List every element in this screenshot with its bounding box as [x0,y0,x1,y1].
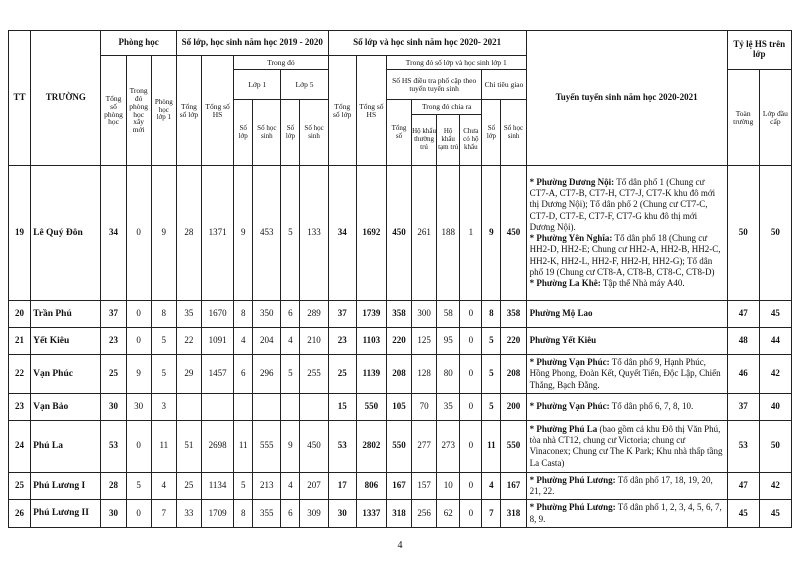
area-segment [530,502,724,525]
cell-truong: Phú La [31,420,101,472]
area-detail: Tổ dân phố 1, 2, 3, 4, 5, 6, 7, 8, 9. [529,502,722,524]
cell-tt: 24 [9,420,31,472]
cell-ct-lop: 5 [482,393,501,420]
cell-lop-2021: 23 [328,328,356,355]
cell-phong: 53 [101,420,126,472]
cell-truong: Lê Quý Đôn [31,166,101,301]
cell-l5-lop: 4 [281,328,300,355]
cell-ct-hs: 200 [501,393,526,420]
cell-ct-lop: 5 [482,355,501,394]
cell-l1-lop: 11 [234,420,253,472]
header-so-lop-ct: Số lớp [482,100,501,166]
cell-dt-tt: 70 [412,393,437,420]
cell-lop-1920: 51 [176,420,201,472]
area-detail: Tổ dân phố 9, Hạnh Phúc, Hồng Phong, Đoàn Kết, Quyết Tiến, Độc Lập, Chiến Thắng, Bạch Đằng. [529,357,721,390]
header-truong: TRƯỜNG [31,31,101,166]
cell-lop-2021: 15 [328,393,356,420]
area-detail: Tổ dân phố 18 (Chung cư HH2-D, HH2-E; Chung cư HH2-A, HH2-B, HH2-C, HH2-K, HH2-L, HH2-F, HH2-H, HH2-G); Tổ dân phố 19 (Chung cư CT8-A, CT8-B, CT8-C, CT8-D) [529,233,721,277]
cell-l1-hs: 453 [253,166,281,301]
cell-l1-lop: 6 [234,355,253,394]
cell-tuyen-sinh [526,328,727,355]
cell-dt-tamtru: 62 [437,500,460,528]
cell-tuyen-sinh [526,420,727,472]
cell-lop-1920: 33 [176,500,201,528]
cell-l1-hs: 296 [253,355,281,394]
cell-l5-hs: 309 [300,500,328,528]
cell-dt-tt: 300 [412,301,437,328]
cell-l1-lop: 5 [234,472,253,500]
header-tong-so-lop-2020: Tổng số lớp [328,56,356,166]
cell-xay-moi: 0 [126,301,151,328]
cell-ct-hs: 208 [501,355,526,394]
cell-l1-lop: 9 [234,166,253,301]
cell-dt-tt: 256 [412,500,437,528]
cell-l5-lop: 5 [281,355,300,394]
cell-xay-moi: 0 [126,500,151,528]
cell-dt-tt: 128 [412,355,437,394]
header-tuyen-tuyen-sinh: Tuyến tuyển sinh năm học 2020-2021 [526,31,727,166]
area-segment [530,177,724,233]
cell-dt-chua: 1 [460,166,482,301]
cell-ct-lop: 7 [482,500,501,528]
cell-dt-tamtru: 273 [437,420,460,472]
header-lop-1: Lớp 1 [234,70,281,100]
cell-dt-chua: 0 [460,301,482,328]
header-so-hs-dieu-tra: Số HS điều tra phổ cập theo tuyến tuyển sinh [386,70,481,100]
area-ward: * Phường Phú Lương: [529,474,616,485]
table-row [9,355,792,394]
cell-phong: 37 [101,301,126,328]
cell-dt-chua: 0 [460,328,482,355]
cell-tl-dau: 44 [759,328,791,355]
cell-hs-2021: 1337 [356,500,386,528]
cell-dt-tong: 318 [386,500,411,528]
cell-l5-hs: 207 [300,472,328,500]
cell-ct-lop: 4 [482,472,501,500]
cell-tl-dau: 40 [759,393,791,420]
cell-ct-lop: 11 [482,420,501,472]
header-trong-do-chia-ra-group [412,100,482,166]
cell-xay-moi: 9 [126,355,151,394]
cell-tl-toan: 37 [727,393,759,420]
cell-lop-1920: 25 [176,472,201,500]
area-ward: * Phường Phú Lương: [529,502,616,513]
cell-dt-chua: 0 [460,420,482,472]
cell-l5-hs: 255 [300,355,328,394]
cell-l5-hs: 289 [300,301,328,328]
table-row [9,301,792,328]
cell-dt-chua: 0 [460,393,482,420]
header-phong-xay-moi: Trong đó phòng học xây mới [126,56,151,166]
header-tam-tru: Hộ khẩu tạm trú [437,115,460,165]
area-segment [530,278,724,289]
cell-ct-lop: 5 [482,328,501,355]
cell-tl-dau: 45 [759,301,791,328]
header-tt: TT [9,31,31,166]
cell-dt-tamtru: 80 [437,355,460,394]
cell-phong: 30 [101,393,126,420]
cell-hs-1920: 1457 [201,355,233,394]
cell-phong: 28 [101,472,126,500]
cell-ct-hs: 450 [501,166,526,301]
header-nam-hoc-2019: Số lớp, học sinh năm học 2019 - 2020 [176,31,328,56]
cell-tuyen-sinh [526,355,727,394]
cell-dt-chua: 0 [460,472,482,500]
area-segment [530,401,724,412]
area-detail: (bao gồm cả khu Đô thị Văn Phú, tòa nhà CT12, chung cư Victoria; chung cư Vinaconex; Chung cư The K Park; Khu nhà thấp tầng La Casta) [529,423,723,468]
cell-dt-tong: 550 [386,420,411,472]
area-detail: Tổ dân phố 17, 18, 19, 20, 21, 22. [529,474,713,496]
cell-hs-1920: 1134 [201,472,233,500]
cell-truong: Vạn Bảo [31,393,101,420]
cell-l5-lop: 9 [281,420,300,472]
table-row [9,393,792,420]
cell-l5-lop: 6 [281,301,300,328]
cell-ct-hs: 550 [501,420,526,472]
cell-tt: 22 [9,355,31,394]
cell-hs-2021: 1139 [356,355,386,394]
cell-phong: 30 [101,500,126,528]
cell-tl-toan: 48 [727,328,759,355]
cell-l5-hs: 450 [300,420,328,472]
cell-ct-hs: 318 [501,500,526,528]
cell-lop-1920: 29 [176,355,201,394]
cell-l1-lop: 8 [234,301,253,328]
cell-l5-hs: 133 [300,166,328,301]
cell-phong: 34 [101,166,126,301]
cell-tuyen-sinh [526,166,727,301]
header-so-hs-l5: Số học sinh [300,100,328,166]
table-body [9,166,792,528]
header-tong-so-hs-2020: Tổng số HS [356,56,386,166]
cell-truong: Trần Phú [31,301,101,328]
cell-hs-1920: 1091 [201,328,233,355]
cell-dt-chua: 0 [460,355,482,394]
page-number: 4 [397,540,403,551]
header-trong-do-lop-1: Trong đó số lớp và học sinh lớp 1 [386,56,526,70]
cell-phong-l1: 11 [151,420,176,472]
cell-phong-l1: 5 [151,328,176,355]
header-chi-tieu-giao: Chỉ tiêu giao [482,70,526,100]
cell-dt-tamtru: 188 [437,166,460,301]
cell-l5-lop: 4 [281,472,300,500]
area-ward: * Phường La Khê: [529,278,601,288]
cell-xay-moi: 5 [126,472,151,500]
cell-lop-1920: 22 [176,328,201,355]
cell-l5-lop: 6 [281,500,300,528]
cell-hs-1920: 2698 [201,420,233,472]
header-phong-hoc: Phòng học [101,31,176,56]
cell-truong: Phú Lương II [31,500,101,528]
cell-l5-lop: 5 [281,166,300,301]
cell-tt: 26 [9,500,31,528]
cell-tl-dau: 50 [759,420,791,472]
cell-tt: 21 [9,328,31,355]
cell-dt-tong: 167 [386,472,411,500]
cell-l5-hs [300,393,328,420]
area-segment [530,424,724,469]
cell-dt-tt: 125 [412,328,437,355]
cell-tuyen-sinh [526,301,727,328]
table-header [9,31,792,166]
area-detail: Tổ dân phố 1 (Chung cư CT7-A, CT7-B, CT7-H, CT7-J, CT7-K khu đô mới thị Dương Nội); Tổ dân phố 2 (Chung cư CT7-C, CT7-D, CT7-E, CT7-F, CT7-G khu đô thị mới Dương Nội). [529,176,716,232]
area-ward: * Phường Dương Nội: [529,176,615,187]
cell-l1-hs: 555 [253,420,281,472]
area-ward: * Phường Phú La [529,423,598,434]
cell-tuyen-sinh [526,472,727,500]
cell-tuyen-sinh [526,393,727,420]
cell-dt-tong: 220 [386,328,411,355]
header-so-hs-ct: Số học sinh [501,100,526,166]
cell-dt-tamtru: 58 [437,301,460,328]
cell-hs-2021: 1103 [356,328,386,355]
cell-tuyen-sinh [526,500,727,528]
cell-ct-lop: 8 [482,301,501,328]
cell-hs-1920: 1371 [201,166,233,301]
cell-tl-dau: 45 [759,500,791,528]
cell-tl-toan: 46 [727,355,759,394]
cell-lop-2021: 25 [328,355,356,394]
cell-l1-hs [253,393,281,420]
cell-hs-2021: 806 [356,472,386,500]
cell-phong-l1: 8 [151,301,176,328]
table-row [9,328,792,355]
cell-phong-l1: 9 [151,166,176,301]
enrollment-table [8,30,792,528]
header-nam-hoc-2020: Số lớp và học sinh năm học 2020- 2021 [328,31,526,56]
header-tong-so-hs-2019: Tổng số HS [201,56,233,166]
cell-l1-hs: 204 [253,328,281,355]
header-toan-truong: Toàn trường [727,70,759,166]
cell-hs-1920: 1670 [201,301,233,328]
header-lop-5: Lớp 5 [281,70,328,100]
cell-phong-l1: 3 [151,393,176,420]
cell-dt-tamtru: 10 [437,472,460,500]
header-phong-hoc-lop-1: Phòng học lớp 1 [151,56,176,166]
cell-dt-tong: 450 [386,166,411,301]
cell-lop-1920 [176,393,201,420]
cell-l1-hs: 213 [253,472,281,500]
cell-hs-1920 [201,393,233,420]
area-detail: Tổ dân phố 6, 7, 8, 10. [609,401,694,412]
cell-truong: Vạn Phúc [31,355,101,394]
cell-dt-tt: 157 [412,472,437,500]
area-segment [530,335,724,346]
area-ward: * Phường Yên Nghĩa: [529,233,613,243]
header-trong-do-chia-ra: Trong đó chia ra [412,100,481,115]
header-so-hs-l1: Số học sinh [253,100,281,166]
cell-phong-l1: 7 [151,500,176,528]
area-detail: Tập thể Nhà máy A40. [600,278,685,288]
cell-dt-chua: 0 [460,500,482,528]
cell-lop-2021: 34 [328,166,356,301]
cell-tl-toan: 47 [727,472,759,500]
cell-tl-toan: 47 [727,301,759,328]
header-chua-co-ho-khau: Chưa có hộ khẩu [463,127,479,151]
header-so-lop-l5: Số lớp [281,100,300,166]
cell-hs-2021: 1739 [356,301,386,328]
cell-lop-2021: 53 [328,420,356,472]
area-ward: Phường Yết Kiêu [529,335,597,346]
cell-tt: 25 [9,472,31,500]
cell-dt-tt: 261 [412,166,437,301]
header-ty-le: Tỷ lệ HS trên lớp [727,31,791,70]
cell-dt-tong: 105 [386,393,411,420]
area-segment [530,357,724,391]
cell-tt: 19 [9,166,31,301]
cell-tl-toan: 53 [727,420,759,472]
cell-dt-tamtru: 35 [437,393,460,420]
cell-truong: Yết Kiêu [31,328,101,355]
table-row [9,500,792,528]
cell-lop-1920: 28 [176,166,201,301]
header-trong-do: Trong đó [234,56,328,70]
cell-lop-1920: 35 [176,301,201,328]
cell-phong-l1: 5 [151,355,176,394]
table-row [9,472,792,500]
cell-xay-moi: 0 [126,328,151,355]
cell-ct-lop: 9 [482,166,501,301]
cell-tl-dau: 42 [759,355,791,394]
area-segment [530,308,724,319]
cell-ct-hs: 358 [501,301,526,328]
cell-l1-lop: 8 [234,500,253,528]
cell-hs-1920: 1709 [201,500,233,528]
cell-hs-2021: 2802 [356,420,386,472]
header-so-lop-l1: Số lớp [234,100,253,166]
area-ward: Phường Mộ Lao [529,308,593,319]
header-tong-so-lop-2019: Tổng số lớp [176,56,201,166]
header-lop-dau-cap: Lớp đầu cấp [759,70,791,166]
cell-l1-hs: 350 [253,301,281,328]
cell-dt-tt: 277 [412,420,437,472]
table-row [9,420,792,472]
cell-l1-lop: 4 [234,328,253,355]
cell-truong: Phú Lương I [31,472,101,500]
cell-xay-moi: 30 [126,393,151,420]
cell-lop-2021: 30 [328,500,356,528]
cell-hs-2021: 550 [356,393,386,420]
cell-tl-dau: 50 [759,166,791,301]
area-ward: * Phường Vạn Phúc: [529,357,610,367]
cell-hs-2021: 1692 [356,166,386,301]
area-ward: * Phường Vạn Phúc: [529,401,610,412]
cell-l1-lop [234,393,253,420]
cell-tt: 20 [9,301,31,328]
area-segment [530,233,724,278]
cell-ct-hs: 220 [501,328,526,355]
cell-xay-moi: 0 [126,420,151,472]
cell-l1-hs: 355 [253,500,281,528]
cell-tl-dau: 42 [759,472,791,500]
cell-lop-2021: 37 [328,301,356,328]
cell-xay-moi: 0 [126,166,151,301]
cell-tl-toan: 45 [727,500,759,528]
header-thuong-tru: Hộ khẩu thường trú [412,115,437,165]
cell-phong-l1: 4 [151,472,176,500]
cell-lop-2021: 17 [328,472,356,500]
cell-l5-hs: 210 [300,328,328,355]
cell-tl-toan: 50 [727,166,759,301]
header-tong-so-dieu-tra: Tổng số [386,100,411,166]
cell-l5-lop [281,393,300,420]
cell-dt-tong: 208 [386,355,411,394]
table-row [9,166,792,301]
cell-dt-tong: 358 [386,301,411,328]
cell-ct-hs: 167 [501,472,526,500]
cell-tt: 23 [9,393,31,420]
cell-phong: 23 [101,328,126,355]
area-segment [530,475,724,498]
cell-phong: 25 [101,355,126,394]
cell-dt-tamtru: 95 [437,328,460,355]
header-tong-so-phong-hoc: Tổng số phòng học [101,56,126,166]
